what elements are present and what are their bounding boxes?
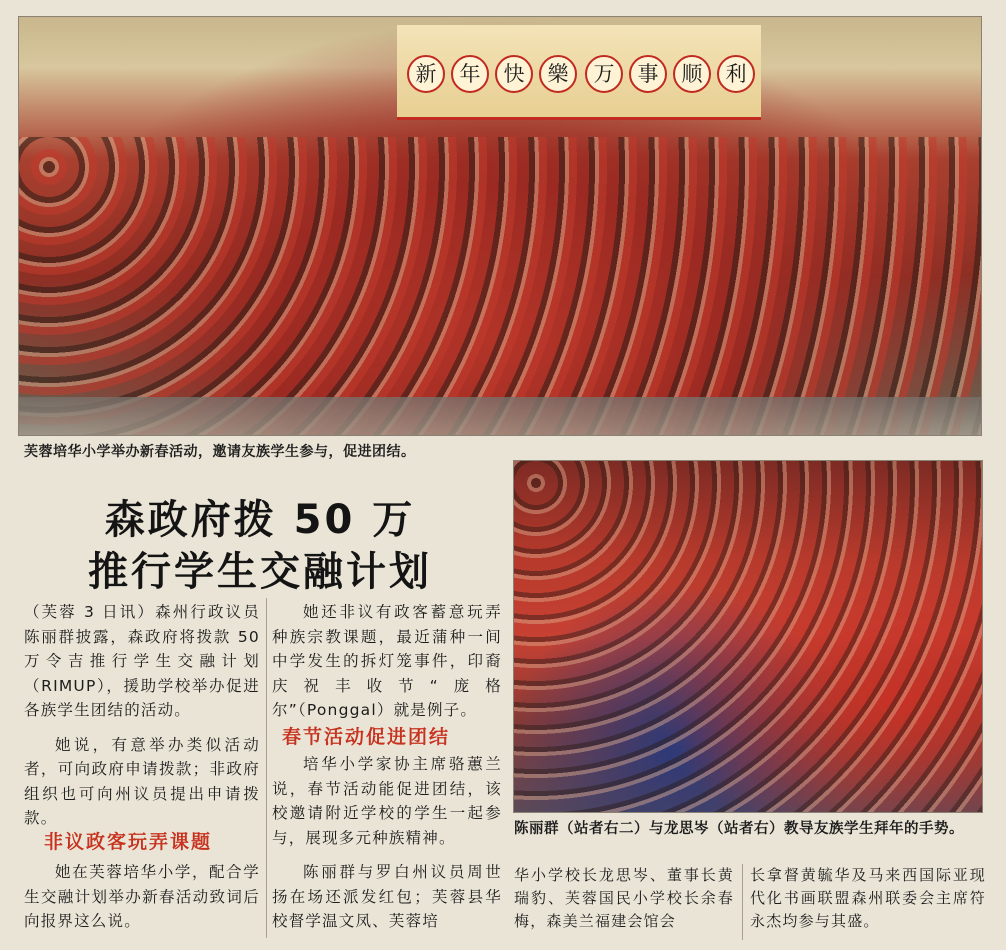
column-divider: [742, 864, 743, 940]
banner-char: 樂: [539, 55, 577, 93]
top-photo-caption: 芙蓉培华小学举办新春活动，邀请友族学生参与，促进团结。: [24, 444, 416, 460]
column-divider: [266, 598, 267, 938]
banner-char: 利: [717, 55, 755, 93]
new-year-banner: [397, 25, 761, 120]
second-photo-caption: 陈丽群（站者右二）与龙思岑（站者右）教导友族学生拜年的手势。: [514, 821, 964, 837]
banner-char: 快: [495, 55, 533, 93]
top-photo: [18, 16, 982, 436]
paragraph: 她在芙蓉培华小学，配合学生交融计划举办新春活动致词后向报界这么说。: [24, 863, 260, 930]
banner-char: 新: [407, 55, 445, 93]
paragraph: 陈丽群与罗白州议员周世扬在场还派发红包；芙蓉县华校督学温文凤、芙蓉培: [272, 863, 502, 930]
banner-char: 万: [585, 55, 623, 93]
banner-char: 顺: [673, 55, 711, 93]
article-column-2-cont: [272, 752, 502, 944]
paragraph: 她还非议有政客蓄意玩弄种族宗教课题，最近蒲种一间中学发生的拆灯笼事件，印裔庆祝丰收节“庞格尔”（Ponggal）就是例子。: [272, 603, 502, 719]
article-column-1: [24, 600, 260, 841]
subheading-1: 非议政客玩弄课题: [44, 831, 213, 853]
paragraph: （芙蓉 3 日讯）森州行政议员陈丽群披露，森政府将拨款 50 万令吉推行学生交融计划（RIMUP），援助学校举办促进各族学生团结的活动。: [24, 603, 260, 719]
article-column-4: 长拿督黄毓华及马来西国际亚现代化书画联盟森州联委会主席符永杰均参与其盛。: [750, 866, 986, 930]
second-photo: [513, 460, 983, 813]
article-column-1-cont: [24, 860, 260, 944]
article-column-3: 华小学校长龙思岑、董事长黄瑞豹、芙蓉国民小学校长余春梅，森美兰福建会馆会: [514, 866, 734, 930]
headline-line-2: 推行学生交融计划: [88, 549, 432, 595]
banner-char: 事: [629, 55, 667, 93]
banner-char: 年: [451, 55, 489, 93]
crowd-texture: [19, 137, 981, 436]
subheading-2: 春节活动促进团结: [282, 726, 451, 748]
paragraph: 培华小学家协主席骆蕙兰说，春节活动能促进团结，该校邀请附近学校的学生一起参与，展现多元种族精神。: [272, 755, 502, 847]
floor: [19, 397, 981, 436]
headline-line-1: 森政府拨 50 万: [104, 497, 416, 543]
crowd-texture: [514, 461, 982, 812]
paragraph: 她说，有意举办类似活动者，可向政府申请拨款；非政府组织也可向州议员提出申请拨款。: [24, 735, 260, 827]
article-column-2: [272, 600, 502, 733]
